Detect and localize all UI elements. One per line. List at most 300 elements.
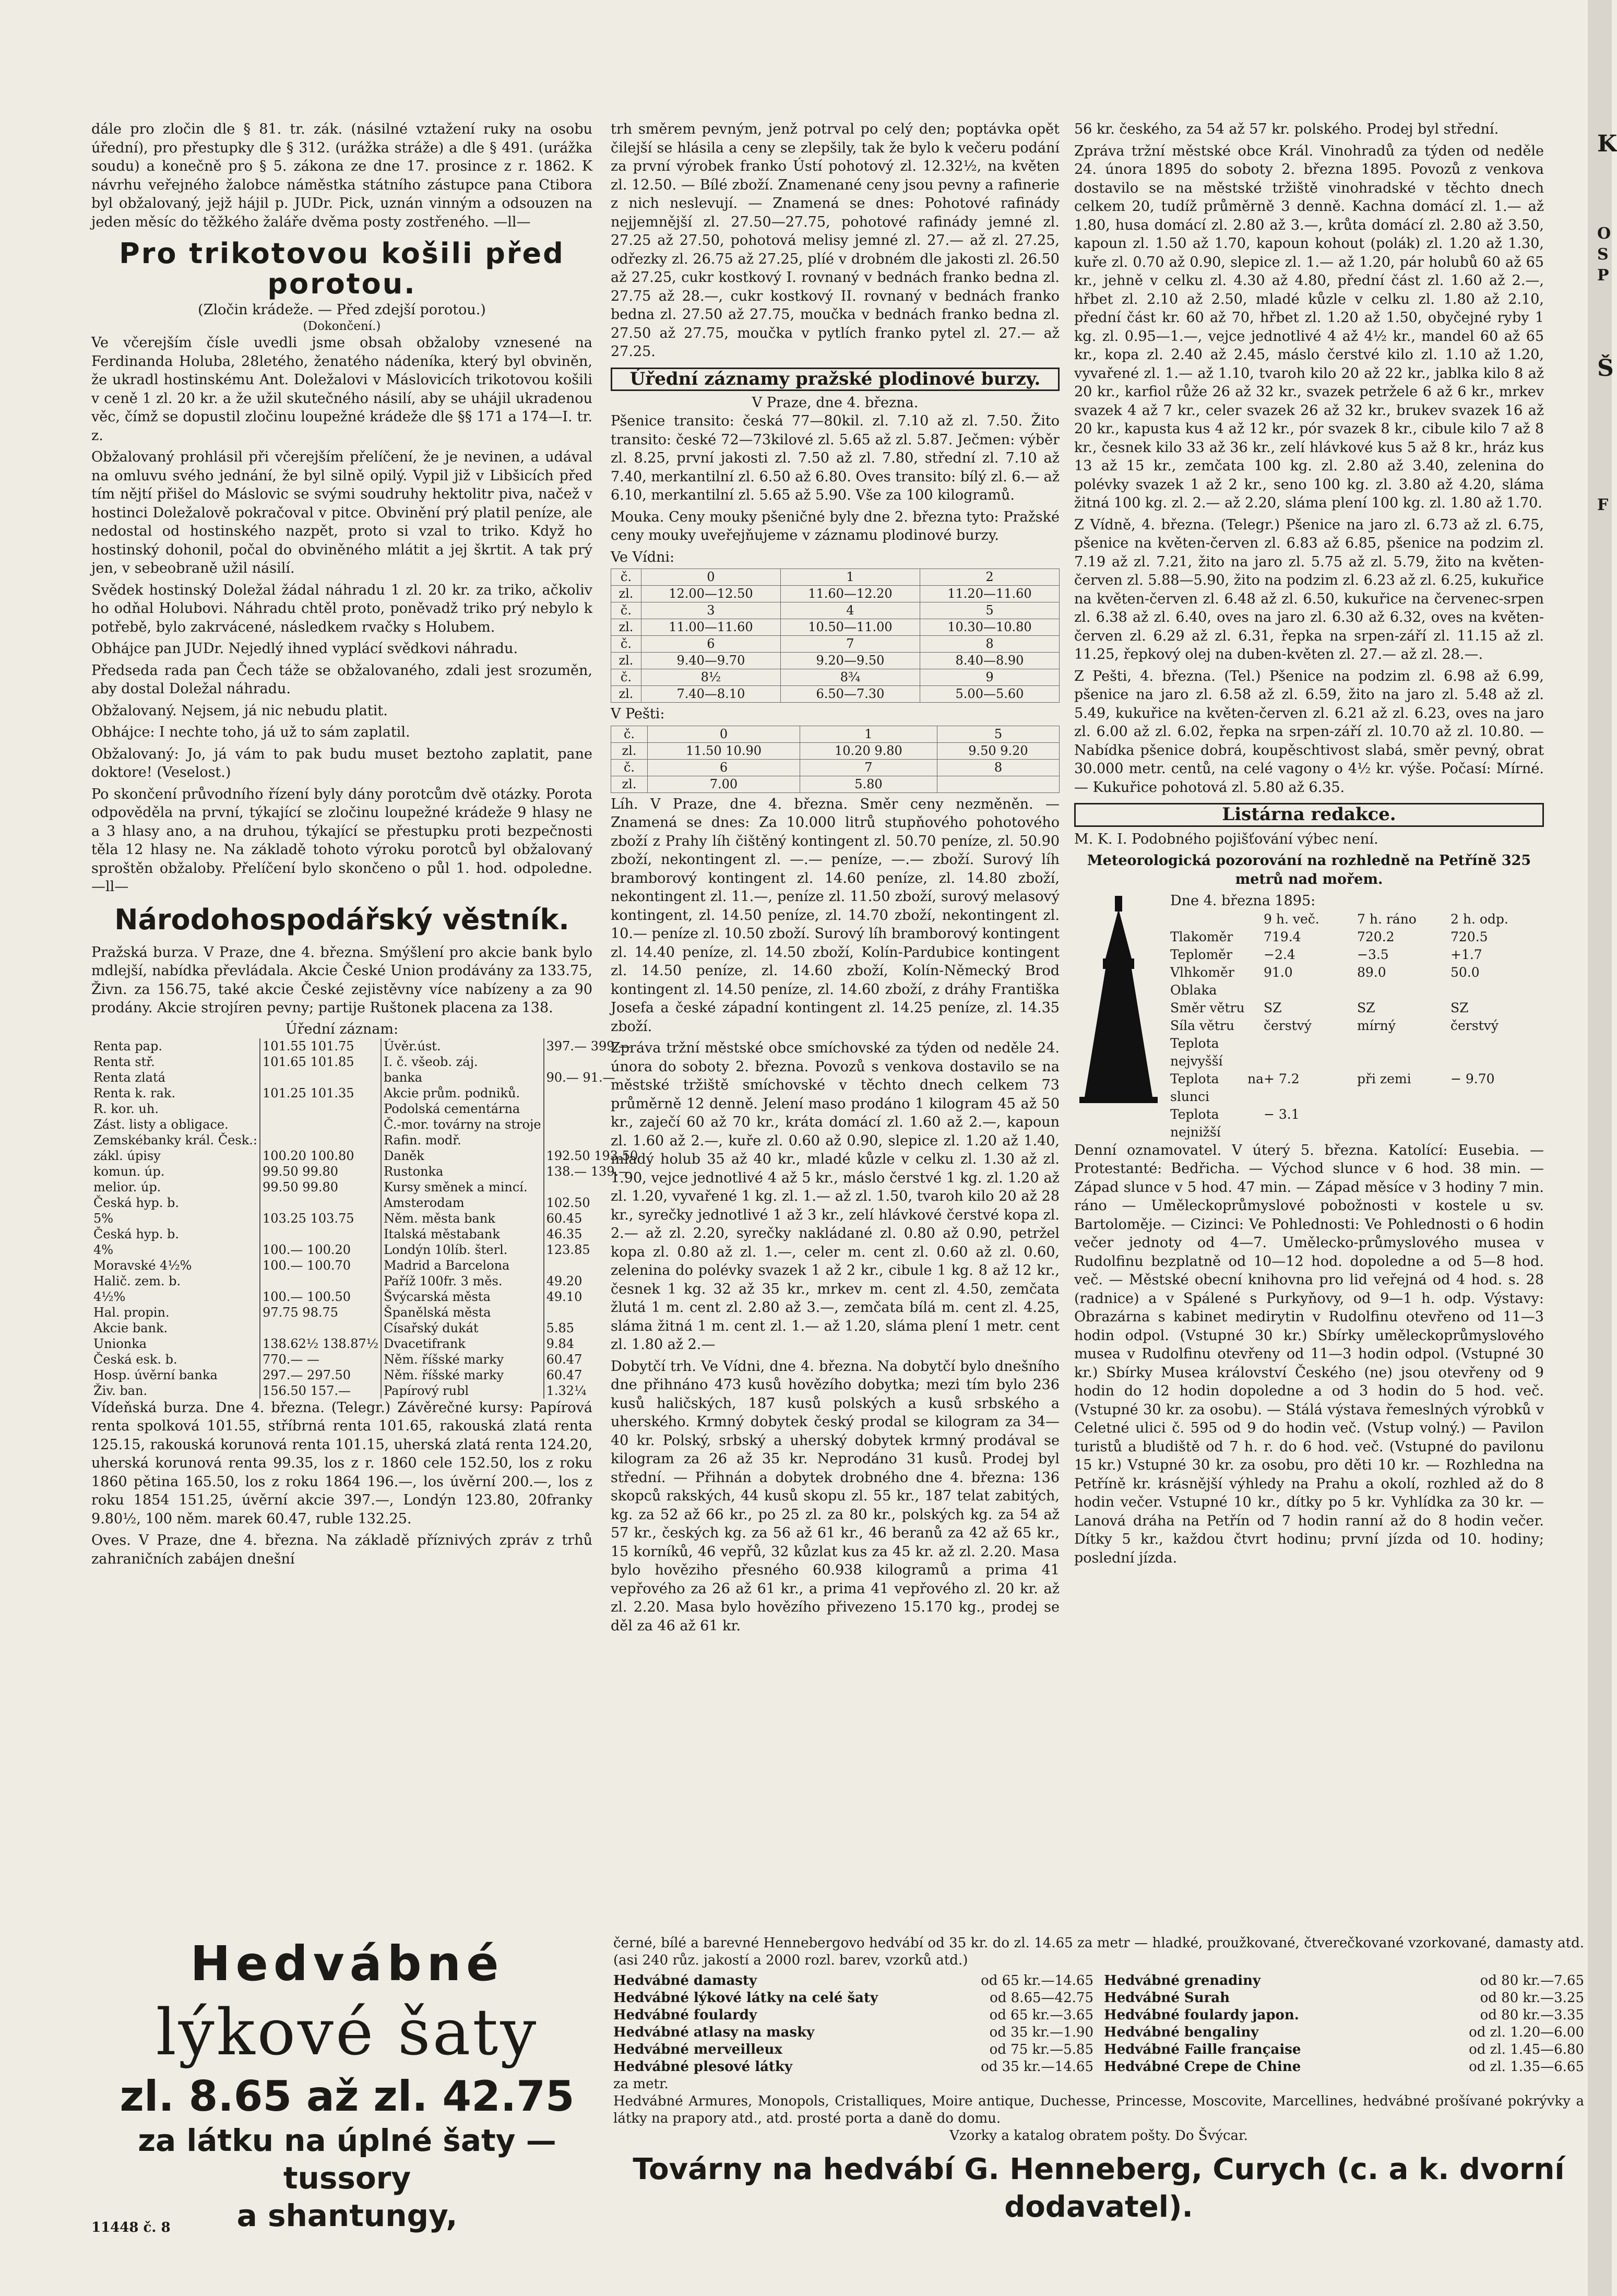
table-row	[611, 586, 1060, 602]
table-row	[611, 776, 1060, 792]
meteo-header	[1170, 910, 1544, 928]
oats-paragraph: Oves. V Praze, dne 4. března. Na základě příznivých zpráv z trhů zahraničních zabájen dnešní	[91, 1532, 592, 1567]
table-row	[91, 1305, 640, 1320]
edge-letter: P	[1597, 266, 1609, 285]
meteo-cell	[1264, 981, 1357, 999]
table-cell: Živ. ban.	[91, 1383, 260, 1399]
table-cell: 297.— 297.50	[260, 1367, 381, 1383]
table-cell: 0	[641, 569, 780, 586]
table-cell: Česká esk. b.	[91, 1352, 260, 1367]
table-cell: 7	[780, 636, 920, 653]
pest-grain-paragraph: Z Pešti, 4. března. (Tel.) Pšenice na podzim zl. 6.98 až 6.99, pšenice na jaro zl. 6.58 až zl. 6.59, žito na jaro zl. 5.48 až zl. 5.49, kukuřice na květen-červen zl. 6.21 až zl. 6.23, oves na jaro zl. 6.00 až zl. 6.02, řepka na srpen-září zl. 10.70 až zl. 10.80. — Nabídka pšenice dobrá, koupěschtivost slabá, směr pevný, obrat 30.000 metr. centů, na celé vagony o 4½ kr. výše. Počasí: Mírné. — Kukuřice pohotová zl. 5.80 až 6.35.	[1074, 668, 1544, 796]
table-cell: 100.— 100.20	[260, 1242, 381, 1258]
ad-item-name: Hedvábné Faille française	[1104, 2042, 1301, 2057]
flour-table-vienna	[611, 569, 1060, 703]
meteo-col-header: 7 h. ráno	[1357, 911, 1417, 927]
meteo-cell: mírný	[1357, 1017, 1396, 1033]
meteo-col-header: 9 h. več.	[1264, 911, 1319, 927]
observation-tower-icon	[1074, 896, 1163, 1105]
table-cell: Dvacetifrank	[381, 1336, 544, 1352]
table-cell: zákl. úpisy	[91, 1148, 260, 1164]
ad-names: Hedvábné Armures, Monopols, Cristalliques, Moire antique, Duchesse, Princesse, Moscovite, Marcellines, hedvábné prošívané pokrývky a látky na prapory atd., atd. prosté porta a daně do domu.	[613, 2093, 1584, 2126]
ad-list-item	[1104, 2007, 1584, 2024]
meteo-cell	[1357, 1035, 1450, 1070]
table-row	[91, 1211, 640, 1226]
meteo-cell: čerstvý	[1450, 1017, 1499, 1033]
ad-list-item	[1104, 2041, 1584, 2058]
table-row	[91, 1070, 640, 1085]
table-cell: 7	[800, 759, 937, 776]
table-cell	[260, 1320, 381, 1336]
table-cell: 6	[648, 759, 800, 776]
table-row	[611, 569, 1060, 586]
table-cell: 4%	[91, 1242, 260, 1258]
meteo-cell: Tlakoměr	[1170, 929, 1233, 944]
grain-paragraph: Pšenice transito: česká 77—80kil. zl. 7.10 až zl. 7.50. Žito transito: české 72—73kilové zl. 5.65 až zl. 5.87. Ječmen: výběr zl. 8.25, první jakosti zl. 7.50 až zl. 7.80, střední zl. 7.10 až 7.40, merkantilní zl. 6.50 až 6.80. Oves transito: bílý zl. 6.— až 6.10, merkantilní zl. 5.65 až 5.90. Vše za 100 kilogramů.	[611, 413, 1060, 503]
table-row	[91, 1164, 640, 1179]
meteo-cell	[1170, 910, 1264, 928]
table-cell: 6.50—7.30	[780, 686, 920, 703]
ad-intro: černé, bílé a barevné Hennebergovo hedvábí od 35 kr. do zl. 14.65 za metr — hladké, proužkované, čtverečkované vzorkované, damasty atd. (asi 240 růz. jakostí a 2000 rozl. barev, vzorků atd.)	[613, 1935, 1584, 1968]
table-row	[91, 1352, 640, 1367]
meteo-cell: Teplota nejvyšší	[1170, 1035, 1223, 1069]
table-cell: 5.85	[546, 1320, 575, 1335]
table-cell: č.	[611, 726, 648, 742]
article-paragraph: Svědek hostinský Doležal žádal náhradu 1 zl. 20 kr. za triko, ačkoliv ho odňal Holubovi. Náhradu chtěl proto, poněvadž triko prý nebylo k potřebě, bylo zakrvácené, následkem rvačky s Holubem.	[91, 582, 592, 635]
table-cell: Daněk	[381, 1148, 544, 1164]
table-cell: Papírový rubl	[381, 1383, 544, 1399]
table-cell: Hal. propin.	[91, 1305, 260, 1320]
section-title: Národohospodářský věstník.	[114, 903, 569, 936]
table-cell: 9.84	[546, 1336, 575, 1351]
table-cell: Renta zlatá	[91, 1070, 260, 1085]
ad-item-price: od 65 kr.—14.65	[981, 1973, 1093, 1989]
table-cell: 60.47	[546, 1367, 582, 1382]
table-row	[91, 1085, 640, 1101]
table-cell: Podolská cementárna	[381, 1101, 544, 1117]
meteo-cell: Síla větru	[1170, 1017, 1234, 1033]
table-cell: 138.— 139.—	[546, 1164, 632, 1179]
ad-item-name: Hedvábné bengaliny	[1104, 2025, 1259, 2040]
meteo-cell	[1450, 1035, 1544, 1070]
ad-item-price: od zl. 1.45—6.80	[1469, 2042, 1584, 2057]
table-cell: 5.80	[800, 776, 937, 792]
edge-letter: Š	[1597, 355, 1614, 382]
cattle-market-paragraph: Dobytčí trh. Ve Vídni, dne 4. března. Na dobytčí bylo dnešního dne přihnáno 473 kusů hovězího dobytka; mezi tím bylo 236 kusů haličských, 187 kusů polských a kusů srbského a uherského. Krmný dobytek český prodal se kilogram za 34—40 kr. Polský, srbský a uherský dobytek krmný prodával se kilogram za 26 až 35 kr. Neprodáno 31 kusů. Prodej byl střední. — Přihnán a dobytek drobného dne 4. března: 136 skopců rakských, 44 kusů skopu zl. 55 kr., 187 telat zabitých, kg. za 52 až 66 kr., po 25 zl. za 80 kr., polských kg. za 54 až 57 kr., českých kg. za 56 až 61 kr., 46 beranů za 42 až 65 kr., 15 korníků, 46 vepřů, 32 kůzlat kus za 45 kr. až zl. 2.20. Masa bylo hověziho přesného 60.938 kilogramů a prima 41 vepřového za 26 až 61 kr., a prima 41 vepřového zl. 20 kr. až zl. 2.20. Masa bylo hovězího přivezeno 15.170 kg., prodej se děl za 46 až 61 kr.	[611, 1358, 1060, 1634]
table-cell: Císařský dukát	[381, 1320, 544, 1336]
edge-letter: O	[1597, 224, 1611, 243]
table-cell	[260, 1195, 381, 1211]
page-gutter	[1588, 0, 1612, 2296]
table-cell: 5	[937, 726, 1059, 742]
table-cell: 397.— 399.—	[546, 1038, 632, 1054]
table-title: Úřední záznam:	[285, 1021, 399, 1037]
table-cell: 2	[920, 569, 1059, 586]
table-cell: 1	[800, 726, 937, 742]
table-cell: 99.50 99.80	[260, 1164, 381, 1179]
table-cell: Moravské 4½%	[91, 1258, 260, 1273]
article-paragraph: Obžalovaný prohlásil při včerejším přelíčení, že je nevinen, a udával na omluvu svého jednání, že byl silně opilý. Vypil již v Libšicích před tím nějtí přišel do Máslovic se svými soudruhy hektolitr piva, načež v hostinci Doležalově pokračoval v pitce. Obvinění prý platil peníze, ale nedostal od hostinského nazpět, proto si vzal to triko. Když ho hostinský dohonil, počal do obviněného mlátit a jej škrtit. A tak prý jen, v sebeobraně užil násilí.	[91, 449, 592, 576]
meteo-col-header: 2 h. odp.	[1450, 911, 1508, 927]
table-cell: Unionka	[91, 1336, 260, 1352]
table-cell: 8¾	[780, 669, 920, 686]
spirits-paragraph: Líh. V Praze, dne 4. března. Směr ceny nezměněn. — Znamená se dnes: Za 10.000 litrů stupňového pohotového zboží z Prahy líh čištěný kontingent zl. 50.70 peníze, zl. 50.90 zboží, nekontingent zl. —.— peníze, —.— zboží. Surový líh bramborový kontingent zl. 14.60 peníze, zl. 14.80 zboží, nekontingent zl. 11.—, peníze zl. 11.50 zboží, surový melasový kontingent, zl. 14.50 peníze, zl. 14.70 zboží, nekontingent zl. 10.— peníze zl. 10.50 zboží. Surový líh bramborový kontingent zl. 14.40 peníze, zl. 14.50 zboží, Kolín-Pardubice kontingent zl. 14.50 peníze, zl. 14.60 zboží, Kolín-Německý Brod kontingent zl. 14.50 peníze, zl. 14.60 zboží, z dráhy Františka Josefa a české západní kontingent zl. 14.25 peníze, zl. 14.35 zboží.	[611, 796, 1060, 1035]
table-cell: 7.00	[648, 776, 800, 792]
table-cell: 11.20—11.60	[920, 586, 1059, 602]
table-cell: 1.32¼	[546, 1383, 587, 1398]
meteo-row	[1170, 981, 1544, 999]
table-cell: č.	[611, 636, 641, 653]
cattle-continuation: 56 kr. českého, za 54 až 57 kr. polského. Prodej byl střední.	[1074, 121, 1499, 137]
table-cell: 9.50 9.20	[937, 742, 1059, 759]
table-cell: Něm. říšské marky	[381, 1352, 544, 1367]
meteo-cell: SZ	[1357, 1000, 1375, 1015]
table-cell: zl.	[611, 653, 641, 669]
meteo-cell: 719.4	[1264, 929, 1301, 944]
flour-table-pest	[611, 726, 1060, 793]
table-cell: 103.25 103.75	[260, 1211, 381, 1226]
table-cell: Amsterodam	[381, 1195, 544, 1211]
ad-item-name: Hedvábné plesové látky	[613, 2059, 793, 2075]
ad-item-price: od zl. 1.35—6.65	[1469, 2059, 1584, 2075]
table-cell: 5%	[91, 1211, 260, 1226]
table-row	[91, 1289, 640, 1305]
article-subline: (Zločin krádeže. — Před zdejší porotou.)	[198, 302, 486, 318]
column-2	[611, 120, 1060, 1638]
table-cell	[260, 1070, 381, 1085]
table-cell: Rafin. modř.	[381, 1132, 544, 1148]
ad-code: 11448 č. 8	[91, 2220, 171, 2235]
meteo-cell: −3.5	[1357, 946, 1389, 962]
ad-item-name: Hedvábné Crepe de Chine	[1104, 2059, 1301, 2075]
article-paragraph: Obžalovaný: Jo, já vám to pak budu muset beztoho zaplatit, pane doktore! (Veselost.)	[91, 745, 592, 780]
ad-list-item	[1104, 1972, 1584, 1990]
table-row	[611, 742, 1060, 759]
table-cell: komun. úp.	[91, 1164, 260, 1179]
meteo-cell: Směr větru	[1170, 1000, 1245, 1015]
meteo-cell: +1.7	[1450, 946, 1482, 962]
meteo-row	[1170, 1035, 1544, 1070]
table-cell	[260, 1132, 381, 1148]
table-cell: 8	[920, 636, 1059, 653]
meteo-cell: − 3.1	[1264, 1106, 1300, 1122]
ad-price-list	[613, 1972, 1584, 2076]
table-cell: č.	[611, 569, 641, 586]
ad-item-price: od 80 kr.—7.65	[1480, 1973, 1584, 1989]
article-paragraph: Po skončení průvodního řízení byly dány porotcům dvě otázky. Porota odpověděla na první, týkající se zločinu loupežné krádeže 9 hlasy ne a 3 hlasy ano, a na druhou, týkající se přestupku proti bezpečnosti těla 12 hlasy ne. Na základě tohoto výroku porotců byl obžalovaný sproštěn obžaloby. Přelíčení bylo skončeno o půl 1. hod. odpoledne. —ll—	[91, 786, 592, 895]
ad-list-right	[1104, 1972, 1584, 2076]
table-cell: Česká hyp. b.	[91, 1226, 260, 1242]
table-cell: 99.50 99.80	[260, 1179, 381, 1195]
table-cell: banka	[381, 1070, 544, 1085]
table-cell: Akcie prům. podniků.	[381, 1085, 544, 1101]
edge-letter: F	[1597, 496, 1609, 514]
table-cell: Rustonka	[381, 1164, 544, 1179]
ad-item-name: Hedvábné grenadiny	[1104, 1973, 1261, 1989]
table-cell: 90.— 91.—	[546, 1070, 615, 1085]
table-cell: Zást. listy a obligace.	[91, 1117, 260, 1132]
ad-price: zl. 8.65 až zl. 42.75	[120, 2072, 575, 2121]
ad-list-item	[613, 1990, 1093, 2007]
article-continuation: (Dokončení.)	[303, 319, 381, 333]
table-cell: č.	[611, 602, 641, 619]
table-cell: 156.50 157.—	[260, 1383, 381, 1399]
table-cell: 5	[920, 602, 1059, 619]
ad-left-panel	[91, 1935, 603, 2248]
table-cell: 10.30—10.80	[920, 619, 1059, 636]
trial-ending-paragraph: dále pro zločin dle § 81. tr. zák. (násilné vztažení ruky na osobu úřední), pro přestupky dle § 312. (urážka stráže) a dle § 491. (urážka soudu) a konečně pro § 5. zákona ze dne 17. prosince z r. 1862. K návrhu veřejného žalobce náměstka státního zástupce pana Ctibora byl obžalovaný, jejž hájil p. JUDr. Pick, uznán vinným a odsouzen na jeden měsíc do těžkého žaláře dvěma posty zostřeného. —ll—	[91, 121, 592, 230]
table-cell: 192.50 193.50	[546, 1148, 638, 1163]
meteo-row	[1170, 1017, 1544, 1035]
grain-exchange-title: Úřední záznamy pražské plodinové burzy.	[611, 368, 1060, 392]
article-paragraph: Obhájce pan JUDr. Nejedlý ihned vyplácí svědkovi náhradu.	[91, 641, 518, 657]
ad-scope: za látku na úplné šaty — tussory	[138, 2123, 556, 2196]
table-cell: 60.47	[546, 1352, 582, 1367]
table-row	[91, 1117, 640, 1132]
table-cell: Česká hyp. b.	[91, 1195, 260, 1211]
table-cell	[260, 1101, 381, 1117]
table-cell: Kursy směnek a mincí.	[381, 1179, 544, 1195]
table-cell: č.	[611, 759, 648, 776]
table-row	[611, 759, 1060, 776]
ad-item-price: od 35 kr.—14.65	[981, 2059, 1093, 2075]
table-cell: 8.40—8.90	[920, 653, 1059, 669]
stock-table	[91, 1038, 640, 1399]
meteo-cell: 91.0	[1264, 964, 1293, 980]
table-cell: 101.25 101.35	[260, 1085, 381, 1101]
meteo-cell: 50.0	[1450, 964, 1480, 980]
article-paragraph: Předseda rada pan Čech táže se obžalovaného, zdali jest srozuměn, aby dostal Doležal náhradu.	[91, 662, 592, 697]
table-cell: 9.40—9.70	[641, 653, 780, 669]
table-cell: 3	[641, 602, 780, 619]
table-cell	[260, 1226, 381, 1242]
sugar-market-paragraph: trh směrem pevným, jenž potrval po celý den; poptávka opět čilejší se hlásila a ceny se zlepšily, tak že bylo k večeru podání za první výrobek franko Ústí pohotový zl. 12.32½, na květen zl. 12.50. — Bílé zboží. Znamenané ceny jsou pevny a rafinerie z nich neslevují. — Znamená se dnes: Pohotové rafinády nejjemnější zl. 27.50—27.75, pohotové rafinády jemné zl. 27.25 až 27.50, pohotová melisy jemné zl. 27.— až zl. 27.25, odřezky zl. 26.75 až 27.25, plíé v drobném dle jakosti zl. 26.50 až 27.25, cukr kostkový I. rovnaný v bednách franko bedna zl. 27.75 až 28.—, cukr kostkový II. rovnaný v bednách franko bedna zl. 27.50 až 27.75, moučka v bednách franko bedna zl. 27.50 až 27.75, moučka v pytlích franko pytel zl. 27.— až 27.25.	[611, 121, 1060, 360]
ad-list-item	[613, 2041, 1093, 2058]
table-row	[91, 1367, 640, 1383]
article-paragraph: Ve včerejším čísle uvedli jsme obsah obžaloby vznesené na Ferdinanda Holuba, 28letého, ženatého nádeníka, který byl obviněn, že ukradl hostinskému Ant. Doležalovi v Máslovicích trikotovou košili v ceně 1 zl. 20 kr. a že užil skutečného násilí, aby se uhájil ukradenou věc, čímž se dopustil zločinu loupežné krádeže dle §§ 171 a 174—I. tr. z.	[91, 335, 592, 444]
table-cell	[260, 1273, 381, 1289]
article-paragraph: Obžalovaný. Nejsem, já nic nebudu platit.	[91, 702, 388, 719]
ad-scope-2: a shantungy,	[236, 2198, 458, 2233]
table-cell: 4	[780, 602, 920, 619]
meteo-row	[1170, 964, 1544, 981]
meteo-cell: Teplota na slunci	[1170, 1071, 1264, 1104]
grain-vienna-label: Ve Vídni:	[611, 549, 675, 565]
table-cell: Madrid a Barcelona	[381, 1258, 544, 1273]
ad-item-price: od 80 kr.—3.35	[1480, 2007, 1584, 2023]
table-cell: Švýcarská města	[381, 1289, 544, 1305]
meteo-cell: 720.5	[1450, 929, 1488, 944]
table-row	[91, 1242, 640, 1258]
ad-brand: Hedvábné	[190, 1936, 504, 1992]
table-cell: 11.00—11.60	[641, 619, 780, 636]
vienna-exchange-paragraph: Vídeňská burza. Dne 4. března. (Telegr.) Závěrečné kursy: Papírová renta spolková 101.55, stříbrná renta 101.65, rakouská zlatá renta 125.15, rakouská korunová renta 101.15, uherská zlatá renta 124.20, uherská korunová renta 99.35, los z r. 1860 cele 152.50, los z roku 1860 pětina 165.50, los z roku 1864 196.—, los úvěrní 200.—, los z roku 1854 151.25, úvěrní akcie 397.—, Londýn 123.80, 20franky 9.80½, 100 něm. marek 60.47, ruble 132.25.	[91, 1399, 592, 1527]
ad-item-price: od 35 kr.—1.90	[989, 2025, 1093, 2040]
meteo-row	[1170, 946, 1544, 964]
table-cell: 100.— 100.50	[260, 1289, 381, 1305]
table-cell: 101.65 101.85	[260, 1054, 381, 1070]
ad-item-name: Hedvábné Surah	[1104, 1990, 1230, 2006]
burza-paragraph: Pražská burza. V Praze, dne 4. března. Smýšlení pro akcie bank bylo mdlejší, nabídka převládala. Akcie České Union prodávány za 133.75, Živn. za 156.75, také akcie České zejistěvny více nabízeny a za 90 prodány. Akcie strojíren pevny; partije Ruštonek placena za 138.	[91, 944, 592, 1016]
table-cell: zl.	[611, 776, 648, 792]
meteo-cell: čerstvý	[1264, 1017, 1312, 1033]
ad-list-item	[1104, 2058, 1584, 2076]
ad-list-left	[613, 1972, 1093, 2076]
table-cell: R. kor. uh.	[91, 1101, 260, 1117]
table-cell: 8	[937, 759, 1059, 776]
table-row	[91, 1226, 640, 1242]
table-cell: Hosp. úvěrní banka	[91, 1367, 260, 1383]
table-cell: Halič. zem. b.	[91, 1273, 260, 1289]
meteo-cell	[1357, 1106, 1450, 1141]
table-row	[611, 602, 1060, 619]
ad-list-item	[613, 1972, 1093, 1990]
daily-announcements: Denní oznamovatel. V úterý 5. března. Katolící: Eusebia. — Protestanté: Bedřicha. — Východ slunce v 6 hod. 38 min. — Západ slunce v 5 hod. 47 min. — Západ měsíce v 3 hodiny 7 min. ráno — Uměleckoprůmyslové pobožnosti v kostele u sv. Bartoloměje. — Cizinci: Ve Pohlednosti: Ve Pohlednosti o 6 hodin večer jednoty od 4—7. Umělecko-průmyslového musea v Rudolfinu bezplatně od 10—12 hod. dopoledne a od 5—8 hod. več. — Městské obecní knihovna pro lid veřejná od 4 hod. s. 28 (radnice) a v Spálené s Purkyňovy, od 9—1 h. odp. Výstavy: Obrazárna s kabinet medirytin v Rudolfinu otevřeno od 11—3 hodin odpol. (Vstupné 30 kr.) Sbírky uměleckoprůmyslového musea v Rudolfinu otevřeny od 11—3 hodin odpol. (Vstupné 30 kr.) Sbírky Musea království Českého (ne) jsou otevřeny od 9 hodin do 12 hodin dopoledne a od 3 hodin do 5 hod. več. (Vstupné 30 kr. za osobu). — Stálá výstava řemeslných výrobků v Celetné ulici č. 595 od 9 do hodin več. (Vstup volný.) — Pavilon turistů a bludiště od 7 h. r. do 6 hod. več. (Vstupné do pavilonu 15 kr.) Vstupné 30 kr. za osobu, pro děti 10 kr. — Rozhledna na Petříně kr. krásnější výhledy na Prahu a okolí, rozhled až do 8 hodin večer. Vstupné 10 kr., dítky po 5 kr. Vyhlídka za 30 kr. — Lanová dráha na Petřín od 7 hodin ranní až do 8 hodin večer. Dítky 5 kr., každou čtvrt hodinu; první jízda od 10. hodiny; poslední jízda.	[1074, 1142, 1544, 1566]
editorial-reply: M. K. I. Podobného pojišťování výbec není.	[1074, 831, 1378, 847]
table-cell: Renta k. rak.	[91, 1085, 260, 1101]
ad-item-name: Hedvábné foulardy japon.	[1104, 2007, 1299, 2023]
meteo-cell: 89.0	[1357, 964, 1386, 980]
ad-list-item	[613, 2024, 1093, 2041]
table-cell: 770.— —	[260, 1352, 381, 1367]
table-row	[91, 1195, 640, 1211]
ad-list-item	[613, 2058, 1093, 2076]
flour-paragraph: Mouka. Ceny mouky pšeničné byly dne 2. března tyto: Pražské ceny mouky uveřejňujeme v záznamu plodinové burzy.	[611, 508, 1060, 543]
meteo-row	[1170, 1106, 1544, 1141]
table-cell: Londýn 10líb. šterl.	[381, 1242, 544, 1258]
table-cell	[937, 776, 1059, 792]
table-cell: 5.00—5.60	[920, 686, 1059, 703]
table-cell: zl.	[611, 742, 648, 759]
meteo-cell	[1450, 1106, 1544, 1141]
table-row	[611, 669, 1060, 686]
meteo-cell: SZ	[1264, 1000, 1282, 1015]
table-row	[91, 1258, 640, 1273]
table-cell: Úvěr.úst.	[381, 1038, 544, 1054]
table-cell: 49.10	[546, 1289, 582, 1304]
silk-advertisement	[91, 1935, 1584, 2248]
table-cell: melior. úp.	[91, 1179, 260, 1195]
table-cell: 7.40—8.10	[641, 686, 780, 703]
editorial-box-title: Listárna redakce.	[1074, 803, 1544, 827]
table-row	[91, 1132, 640, 1148]
meteo-title: Meteorologická pozorování na rozhledně na Petříně 325 metrů nad mořem.	[1087, 853, 1531, 887]
meteo-cell: při zemi	[1357, 1071, 1411, 1086]
ad-list-item	[1104, 2024, 1584, 2041]
table-row	[91, 1101, 640, 1117]
table-cell: zl.	[611, 619, 641, 636]
table-cell: 60.45	[546, 1211, 582, 1226]
ad-item-name: Hedvábné merveilleux	[613, 2042, 782, 2057]
table-cell: 4½%	[91, 1289, 260, 1305]
meteo-cell: −2.4	[1264, 946, 1295, 962]
table-cell: 11.50 10.90	[648, 742, 800, 759]
meteo-cell: − 9.70	[1450, 1071, 1495, 1086]
table-cell: zl.	[611, 686, 641, 703]
table-row	[611, 653, 1060, 669]
ad-list-item	[1104, 1990, 1584, 2007]
table-cell: 101.55 101.75	[260, 1038, 381, 1054]
ad-item-price: od 75 kr.—5.85	[989, 2042, 1093, 2057]
table-cell: 8½	[641, 669, 780, 686]
table-cell: 138.62½ 138.87½	[260, 1336, 381, 1352]
meteo-cell: Vlhkoměr	[1170, 964, 1234, 980]
meteo-cell	[1450, 981, 1544, 999]
ad-right-panel	[613, 1935, 1584, 2248]
edge-letter: S	[1597, 245, 1609, 264]
table-cell: č.	[611, 669, 641, 686]
edge-letter: K	[1597, 131, 1617, 157]
table-cell: 11.60—12.20	[780, 586, 920, 602]
table-row	[91, 1038, 640, 1054]
table-cell: 10.50—11.00	[780, 619, 920, 636]
vinohrady-market-paragraph: Zpráva tržní městské obce Král. Vinohradů za týden od neděle 24. února 1895 do soboty 2. března 1895. Povozů z venkova dostavilo se na městské tržiště vinohradské v těchto dnech celkem 20, tudíž průměrně 3 denně. Kachna domácí zl. 1.— až 1.80, husa domácí zl. 2.80 až 3.—, krůta domácí zl. 2.80 až 3.50, kapoun zl. 1.50 až 1.70, kapoun kohout (polák) zl. 1.20 až 1.30, kuře zl. 0.70 až 0.90, slepice zl. 1.— až 1.20, pár holubů 60 až 65 kr., jehně v celku zl. 4.30 až 4.80, přední část zl. 1.60 až 2.—, hřbet zl. 2.10 až 2.50, mladé kůzle v celku zl. 1.80 až 2.10, přední část kr. 60 až 70, hřbet zl. 1.20 až 1.50, obyčejné ryby 1 kg. zl. 0.95—1.—, vejce jednotlivé 4 až 4½ kr., mandel 60 až 65 kr., kopa zl. 2.40 až 2.45, máslo čerstvé kilo zl. 1.10 až 1.20, vyvařené zl. 1.— až 1.10, tvaroh kilo 20 až 22 kr., jablka kilo 8 až 20 kr., karfiol růže 26 až 32 kr., svazek petržele 6 až 6 kr., mrkev svazek 4 až 7 kr., celer svazek 26 až 32 kr., brukev svazek 16 až 20 kr., kapusta kus 4 až 12 kr., pór svazek 8 kr., cibule kilo 7 až 8 kr., česnek kilo 33 až 36 kr., zelí hlávkové kus 5 až 8 kr., hráz kus 13 až 15 kr., zemčata 100 kg. zl. 2.80 až 3.40, zelenina do polévky svazek 1 až 2 kr., seno 100 kg. zl. 3.80 až 4.20, sláma žitná 100 kg. zl. 2.— až 2.20, sláma plení 100 kg. zl. 1.80 až 1.70.	[1074, 143, 1544, 511]
ad-item-name: Hedvábné lýkové látky na celé šaty	[613, 1990, 878, 2006]
table-row	[611, 726, 1060, 742]
ad-product: lýkové šaty	[156, 1995, 539, 2069]
table-cell: Paříž 100fr. 3 měs.	[381, 1273, 544, 1289]
table-cell: I. č. všeob. záj.	[381, 1054, 544, 1070]
ad-item-price: od 80 kr.—3.25	[1480, 1990, 1584, 2006]
table-cell: 12.00—12.50	[641, 586, 780, 602]
table-row	[91, 1320, 640, 1336]
meteo-cell: Oblaka	[1170, 982, 1217, 998]
table-row	[91, 1383, 640, 1399]
ad-item-name: Hedvábné atlasy na masky	[613, 2025, 815, 2040]
table-cell: 100.20 100.80	[260, 1148, 381, 1164]
table-row	[91, 1148, 640, 1164]
meteo-row	[1170, 1070, 1544, 1106]
table-cell: 1	[780, 569, 920, 586]
meteo-cell: 720.2	[1357, 929, 1395, 944]
ad-item-price: od 8.65—42.75	[990, 1990, 1093, 2006]
table-cell: 123.85	[546, 1242, 590, 1257]
table-cell: Něm. města bank	[381, 1211, 544, 1226]
table-cell: Něm. říšské marky	[381, 1367, 544, 1383]
table-row	[91, 1054, 640, 1070]
meteo-cell: + 7.2	[1264, 1071, 1300, 1086]
table-row	[91, 1179, 640, 1195]
table-cell	[260, 1117, 381, 1132]
table-cell: 6	[641, 636, 780, 653]
table-cell: 9.20—9.50	[780, 653, 920, 669]
table-row	[91, 1273, 640, 1289]
ad-list-item	[613, 2007, 1093, 2024]
ad-samples: Vzorky a katalog obratem pošty. Do Švýcar.	[949, 2128, 1248, 2144]
table-row	[611, 636, 1060, 653]
table-row	[611, 686, 1060, 703]
meteo-cell	[1357, 981, 1450, 999]
smichov-market-paragraph: Zpráva tržní městské obce smíchovské za týden od neděle 24. února do soboty 2. března. Povozů s venkova dostavilo se na městské tržiště smíchovské v těchto dnech celkem 73 průměrně 12 denně. Jelení maso prodáno 1 kilogram 45 až 50 kr., zaječí 60 až 70 kr., kráta domácí zl. 1.60 až 2.—, kapoun zl. 1.60 až 2.—, kuře zl. 0.60 až 0.90, slepice zl. 1.20 až 1.40, mladý holub 35 až 40 kr., mladé kůzle v celku zl. 1.30 až zl. 1.90, vejce jednotlivé 4 až 5 kr., máslo čerstvé 1 kg. zl. 1.20 až zl. 1.20, vyvařené 1 kg. zl. 1.— až zl. 1.50, tvaroh kilo 20 až 28 kr., syrečky jednotlivé 1 až 3 kr., zelí hlávkové čerstvé kopa zl. 2.— až zl. 2.20, syrečky nakládané zl. 0.80 až 0.90, petržel kopa zl. 0.80 až zl. 1.—, celer m. cent zl. 0.60 až zl. 0.60, zelenina do polévky svazek 1 až 2 kr., cibule 1 kg. 8 až 12 kr., česnek 1 kg. 32 až 35 kr., mrkev m. cent zl. 4.50, zemčata žlutá 1 m. cent zl. 2.80 až 3.—, zemčata bílá m. cent zl. 4.25, sláma žitná 1 m. cent zl. 1.— až 1.20, sláma plení 1 metr. cent zl. 1.80 až 2.—	[611, 1040, 1060, 1353]
table-cell: 100.— 100.70	[260, 1258, 381, 1273]
meteo-cell: Teplota nejnižší	[1170, 1106, 1221, 1140]
meteo-cell: Teploměr	[1170, 946, 1233, 962]
ad-list-tail: za metr.	[613, 2076, 669, 2092]
meteo-row	[1170, 928, 1544, 946]
table-cell: Zemskébanky král. Česk.:	[91, 1132, 260, 1148]
table-cell: 97.75 98.75	[260, 1305, 381, 1320]
table-cell: 102.50	[546, 1195, 590, 1210]
table-cell: Renta pap.	[91, 1038, 260, 1054]
ad-item-name: Hedvábné damasty	[613, 1973, 757, 1989]
table-cell: Č.-mor. továrny na stroje	[381, 1117, 544, 1132]
dateline: V Praze, dne 4. března.	[752, 395, 919, 411]
ad-factory: Továrny na hedvábí G. Henneberg, Curych (c. a k. dvorní dodavatel).	[633, 2152, 1565, 2224]
article-headline: Pro trikotovou košili před porotou.	[119, 237, 565, 300]
ad-item-price: od 65 kr.—3.65	[989, 2007, 1093, 2023]
ad-item-name: Hedvábné foulardy	[613, 2007, 757, 2023]
vienna-grain-paragraph: Z Vídně, 4. března. (Telegr.) Pšenice na jaro zl. 6.73 až zl. 6.75, pšenice na květen-červen zl. 6.83 až 6.85, pšenice na podzim zl. 7.19 až zl. 7.21, žito na jaro zl. 5.75 až zl. 5.79, žito na květen-červen zl. 5.88—5.90, žito na podzim zl. 6.23 až zl. 6.25, kukuřice na květen-červen zl. 6.48 až zl. 6.50, kukuřice na červenec-srpen zl. 6.38 až zl. 6.40, oves na jaro zl. 6.30 až 6.32, oves na květen-červen zl. 6.29 až zl. 6.31, řepka na srpen-září zl. 11.15 až zl. 11.25, řepkový olej na duben-květen zl. 27.— až zl. 28.—.	[1074, 516, 1544, 662]
